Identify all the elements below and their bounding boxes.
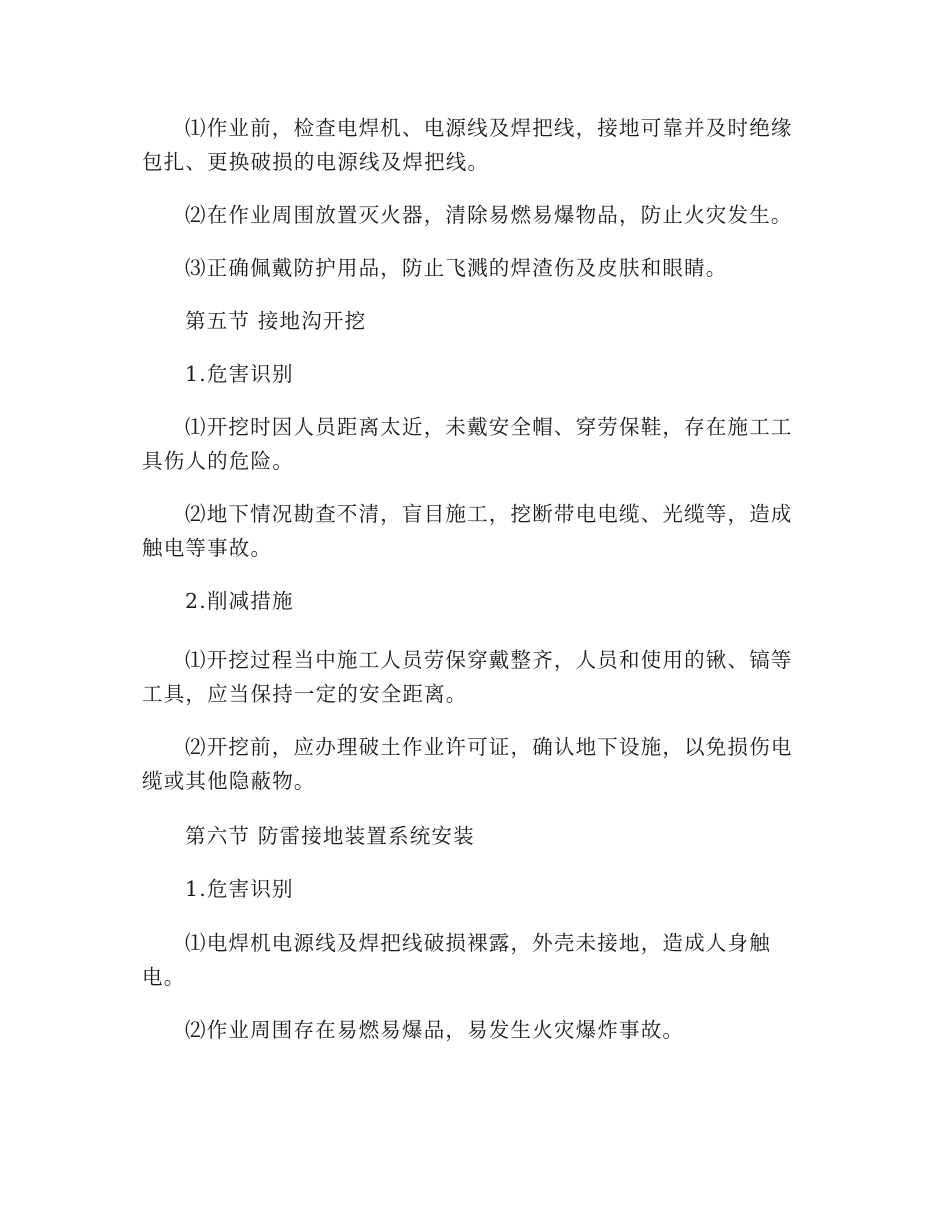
subheading-hazard-identification-2 xyxy=(142,872,812,906)
text-line: ⑴电焊机电源线及焊把线破损裸露，外壳未接地，造成人身触 xyxy=(185,931,771,955)
subheading-text: 1.危害识别 xyxy=(185,362,294,386)
paragraph-welding-check xyxy=(142,111,812,179)
section-title: 第六节 防雷接地装置系统安装 xyxy=(185,824,475,848)
paragraph-flammable-items xyxy=(142,1013,812,1047)
paragraph-excavation-distance xyxy=(142,410,812,478)
text-line: ⑴开挖过程当中施工人员劳保穿戴整齐，人员和使用的锹、镐等 xyxy=(185,648,793,672)
text-line: ⑵开挖前，应办理破土作业许可证，确认地下设施，以免损伤电 xyxy=(185,735,793,759)
subheading-text: 2.削减措施 xyxy=(185,589,294,613)
paragraph-excavation-permit xyxy=(142,730,812,798)
text-line: 包扎、更换破损的电源线及焊把线。 xyxy=(142,150,490,174)
paragraph-protective-gear xyxy=(142,251,812,285)
subheading-hazard-identification xyxy=(142,357,812,391)
text-line: ⑴作业前，检查电焊机、电源线及焊把线，接地可靠并及时绝缘 xyxy=(185,116,793,140)
section-heading-6 xyxy=(142,819,812,853)
text-line: 电。 xyxy=(142,965,186,989)
text-line: ⑵地下情况勘查不清，盲目施工，挖断带电电缆、光缆等，造成 xyxy=(185,502,793,526)
paragraph-underground-survey xyxy=(142,497,812,565)
section-heading-5 xyxy=(142,304,812,338)
section-title: 第五节 接地沟开挖 xyxy=(185,309,367,333)
text-line: 工具，应当保持一定的安全距离。 xyxy=(142,682,468,706)
paragraph-excavation-ppe xyxy=(142,643,812,711)
subheading-mitigation-measures xyxy=(142,584,812,618)
text-line: ⑵在作业周围放置灭火器，清除易燃易爆物品，防止火灾发生。 xyxy=(185,203,793,227)
text-line: ⑴开挖时因人员距离太近，未戴安全帽、穿劳保鞋，存在施工工 xyxy=(185,415,793,439)
text-line: 缆或其他隐蔽物。 xyxy=(142,769,316,793)
paragraph-fire-extinguisher xyxy=(142,198,812,232)
text-line: ⑶正确佩戴防护用品，防止飞溅的焊渣伤及皮肤和眼睛。 xyxy=(185,256,728,280)
text-line: ⑵作业周围存在易燃易爆品，易发生火灾爆炸事故。 xyxy=(185,1018,685,1042)
subheading-text: 1.危害识别 xyxy=(185,877,294,901)
paragraph-welder-exposed-wire xyxy=(142,926,812,994)
text-line: 具伤人的危险。 xyxy=(142,449,294,473)
text-line: 触电等事故。 xyxy=(142,536,273,560)
